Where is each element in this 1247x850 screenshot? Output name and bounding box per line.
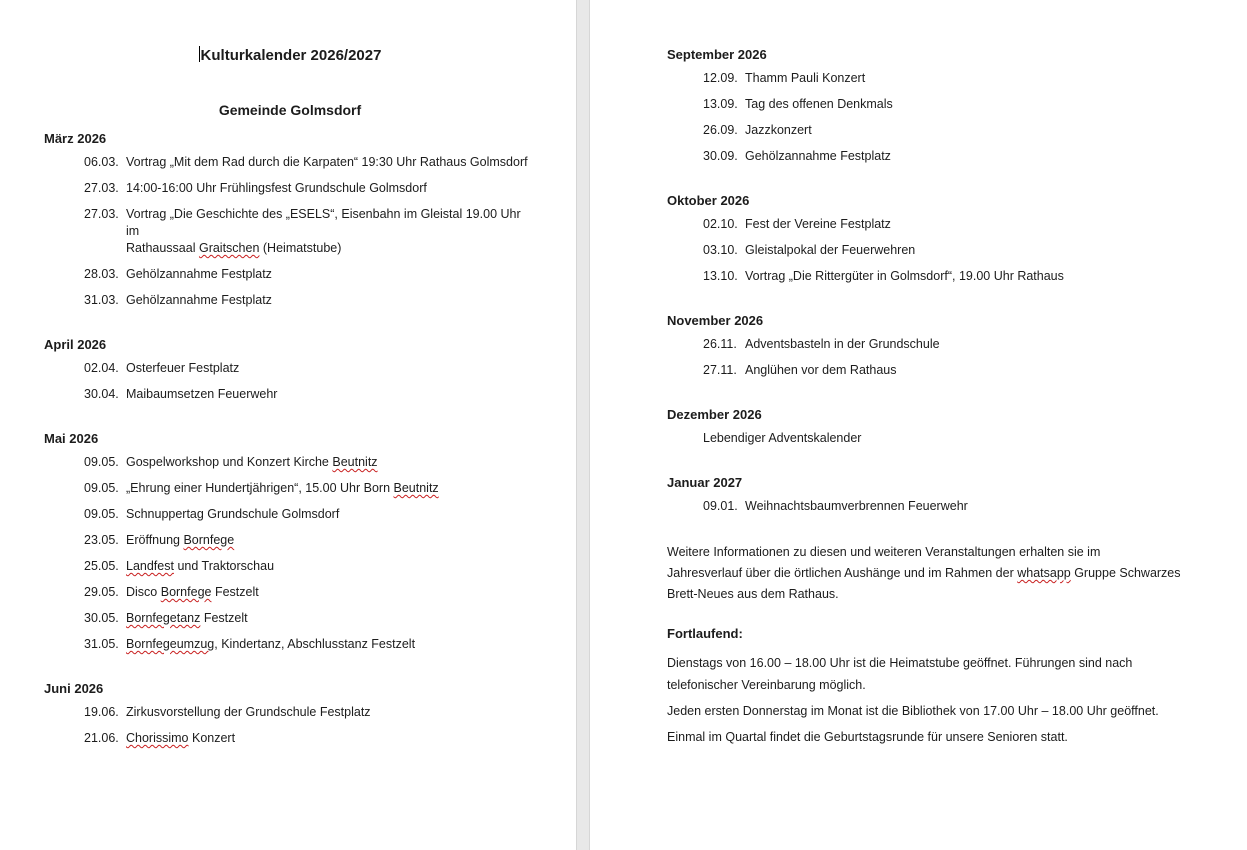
event-row[interactable] — [44, 532, 536, 549]
month-section — [44, 430, 536, 653]
event-text[interactable] — [745, 96, 1207, 113]
event-text[interactable] — [745, 336, 1207, 353]
text-segment[interactable]: Festzelt — [211, 585, 259, 599]
month-section — [667, 474, 1207, 515]
event-date[interactable]: 26.09. — [703, 123, 738, 137]
misspelled-word[interactable]: Bornfege — [160, 585, 212, 599]
event-text[interactable] — [126, 292, 536, 309]
event-row[interactable] — [44, 584, 536, 601]
event-date[interactable]: 25.05. — [84, 559, 119, 573]
event-list — [44, 154, 536, 309]
event-text[interactable] — [745, 216, 1207, 233]
fortlaufend-paragraphs — [667, 652, 1207, 748]
text-segment[interactable]: Gehölzannahme Festplatz — [745, 149, 891, 163]
event-text[interactable] — [745, 498, 1207, 515]
event-row[interactable] — [44, 266, 536, 283]
event-date[interactable]: 12.09. — [703, 71, 738, 85]
event-date[interactable]: 13.09. — [703, 97, 738, 111]
page-left[interactable] — [0, 0, 576, 850]
event-date[interactable]: 31.05. — [84, 637, 119, 651]
text-segment[interactable]: Weihnachtsbaumverbrennen Feuerwehr — [745, 499, 968, 513]
event-date[interactable]: 02.04. — [84, 361, 119, 375]
event-date[interactable]: 27.11. — [703, 363, 737, 377]
text-segment[interactable]: Eröffnung — [126, 533, 184, 547]
event-row[interactable] — [44, 386, 536, 403]
text-segment[interactable]: Disco — [126, 585, 161, 599]
document-subtitle[interactable]: Gemeinde Golmsdorf — [218, 102, 362, 118]
event-text[interactable] — [745, 122, 1207, 139]
text-segment[interactable]: Jeden ersten Donnerstag im Monat ist die Bibliothek von 17.00 Uhr – 18.00 Uhr geöffnet. — [667, 704, 1159, 718]
event-text[interactable] — [126, 360, 536, 377]
text-segment[interactable]: 14:00-16:00 Uhr Frühlingsfest Grundschule Golmsdorf — [126, 181, 427, 195]
event-date[interactable]: 27.03. — [84, 207, 119, 221]
text-segment[interactable]: Vortrag „Mit dem Rad durch die Karpaten“ 19:30 Uhr Rathaus Golmsdorf — [126, 155, 528, 169]
event-list — [667, 498, 1207, 515]
event-date[interactable]: 09.05. — [84, 481, 119, 495]
month-section — [667, 406, 1207, 447]
misspelled-word[interactable]: Beutnitz — [332, 455, 378, 469]
event-date[interactable]: 30.04. — [84, 387, 119, 401]
text-segment[interactable]: Tag des offenen Denkmals — [745, 97, 893, 111]
text-segment[interactable]: Brett-Neues aus dem Rathaus. — [667, 587, 839, 601]
event-date[interactable]: 28.03. — [84, 267, 119, 281]
event-row[interactable] — [667, 96, 1207, 113]
event-text[interactable] — [126, 206, 536, 257]
month-heading[interactable]: Mai 2026 — [44, 431, 99, 446]
month-heading[interactable]: Oktober 2026 — [667, 193, 750, 208]
event-date[interactable]: 09.05. — [84, 507, 119, 521]
text-segment[interactable]: (Heimatstube) — [259, 241, 342, 255]
event-text[interactable] — [126, 584, 536, 601]
event-text[interactable] — [126, 558, 536, 575]
left-page-content — [44, 130, 536, 747]
event-text[interactable] — [126, 704, 536, 721]
text-segment[interactable]: Jazzkonzert — [745, 123, 812, 137]
month-section — [44, 130, 536, 309]
text-segment[interactable]: Gospelworkshop und Konzert Kirche — [126, 455, 333, 469]
event-date[interactable]: 06.03. — [84, 155, 119, 169]
event-list — [667, 70, 1207, 165]
misspelled-word[interactable]: Graitschen — [198, 241, 260, 255]
event-date[interactable]: 30.05. — [84, 611, 119, 625]
misspelled-word[interactable]: Landfest — [126, 559, 174, 573]
event-list — [667, 430, 1207, 447]
event-row[interactable] — [44, 636, 536, 653]
event-list — [667, 336, 1207, 379]
event-text[interactable] — [745, 242, 1207, 259]
event-row[interactable] — [44, 480, 536, 497]
event-text[interactable] — [745, 268, 1207, 285]
event-list — [44, 704, 536, 747]
fortlaufend-paragraph[interactable] — [667, 726, 1207, 748]
misspelled-word[interactable]: Bornfegetanz — [126, 611, 201, 625]
event-text[interactable] — [126, 180, 536, 197]
event-row[interactable] — [44, 558, 536, 575]
event-text[interactable] — [126, 480, 536, 497]
event-row[interactable] — [44, 206, 536, 257]
misspelled-word[interactable]: Bornfege — [183, 533, 235, 547]
text-segment[interactable]: Anglühen vor dem Rathaus — [745, 363, 897, 377]
right-page-content — [667, 46, 1207, 515]
text-segment[interactable]: und Traktorschau — [173, 559, 275, 573]
event-row[interactable] — [667, 122, 1207, 139]
event-date[interactable]: 02.10. — [703, 217, 738, 231]
event-text[interactable] — [703, 430, 1207, 447]
event-row[interactable] — [667, 430, 1207, 447]
event-date[interactable]: 29.05. — [84, 585, 119, 599]
event-text[interactable] — [126, 730, 536, 747]
event-row[interactable] — [44, 730, 536, 747]
month-section — [667, 312, 1207, 379]
month-section — [44, 680, 536, 747]
text-segment[interactable]: Gruppe Schwarzes — [1070, 566, 1181, 580]
event-text[interactable] — [126, 532, 536, 549]
text-segment[interactable]: Rathaussaal — [126, 241, 199, 255]
text-segment[interactable]: Maibaumsetzen Feuerwehr — [126, 387, 278, 401]
fortlaufend-paragraph[interactable] — [667, 652, 1207, 696]
month-heading[interactable]: Januar 2027 — [667, 475, 743, 490]
event-date[interactable]: 21.06. — [84, 731, 119, 745]
misspelled-word[interactable]: Bornfegeumzug — [126, 637, 215, 651]
event-date[interactable]: 09.01. — [703, 499, 738, 513]
month-section — [667, 192, 1207, 285]
month-section — [44, 336, 536, 403]
event-row[interactable] — [44, 704, 536, 721]
month-heading[interactable]: März 2026 — [44, 131, 107, 146]
event-row[interactable] — [667, 70, 1207, 87]
text-segment[interactable]: Weitere Informationen zu diesen und weiteren Veranstaltungen erhalten sie im — [667, 545, 1101, 559]
event-row[interactable] — [667, 498, 1207, 515]
text-segment[interactable]: Lebendiger Adventskalender — [703, 431, 862, 445]
text-segment[interactable]: Einmal im Quartal findet die Geburtstagsrunde für unsere Senioren statt. — [667, 730, 1068, 744]
event-row[interactable] — [44, 180, 536, 197]
text-segment[interactable]: Osterfeuer Festplatz — [126, 361, 240, 375]
text-segment[interactable]: Festzelt — [200, 611, 248, 625]
text-segment[interactable]: Konzert — [188, 731, 236, 745]
text-segment[interactable]: Vortrag „Die Rittergüter in Golmsdorf“, 19.00 Uhr Rathaus — [745, 269, 1064, 283]
event-date[interactable]: 27.03. — [84, 181, 119, 195]
fortlaufend-heading[interactable]: Fortlaufend: — [667, 626, 743, 641]
event-text[interactable] — [745, 70, 1207, 87]
event-list — [44, 454, 536, 653]
event-list — [44, 360, 536, 403]
month-section — [667, 46, 1207, 165]
text-segment[interactable]: Gehölzannahme Festplatz — [126, 293, 272, 307]
event-text[interactable] — [126, 610, 536, 627]
event-date[interactable]: 23.05. — [84, 533, 119, 547]
event-date[interactable]: 31.03. — [84, 293, 119, 307]
text-segment[interactable]: Jahresverlauf über die örtlichen Aushänge und im Rahmen der — [667, 566, 1018, 580]
text-segment[interactable]: Fest der Vereine Festplatz — [745, 217, 891, 231]
month-heading[interactable]: Dezember 2026 — [667, 407, 762, 422]
event-row[interactable] — [44, 506, 536, 523]
event-text[interactable] — [126, 454, 536, 471]
event-date[interactable]: 26.11. — [703, 337, 737, 351]
month-heading[interactable]: September 2026 — [667, 47, 767, 62]
text-segment[interactable]: Zirkusvorstellung der Grundschule Festplatz — [126, 705, 371, 719]
month-heading[interactable]: November 2026 — [667, 313, 764, 328]
info-paragraph[interactable] — [667, 542, 1207, 605]
text-segment[interactable]: Adventsbasteln in der Grundschule — [745, 337, 940, 351]
page-gutter — [576, 0, 590, 850]
event-date[interactable]: 03.10. — [703, 243, 738, 257]
text-segment[interactable]: Thamm Pauli Konzert — [745, 71, 866, 85]
event-text[interactable] — [745, 148, 1207, 165]
event-row[interactable] — [667, 336, 1207, 353]
document-title-line[interactable] — [44, 46, 536, 65]
text-segment[interactable]: „Ehrung einer Hundertjährigen“, 15.00 Uhr Born — [126, 481, 394, 495]
event-text[interactable] — [126, 386, 536, 403]
event-text[interactable] — [126, 636, 536, 653]
event-row[interactable] — [667, 268, 1207, 285]
text-segment[interactable]: Gehölzannahme Festplatz — [126, 267, 272, 281]
text-cursor — [199, 46, 200, 62]
event-list — [667, 216, 1207, 285]
misspelled-word[interactable]: Beutnitz — [393, 481, 439, 495]
event-row[interactable] — [44, 454, 536, 471]
event-row[interactable] — [667, 148, 1207, 165]
fortlaufend-paragraph[interactable] — [667, 700, 1207, 722]
event-text[interactable] — [126, 154, 536, 171]
document-title[interactable]: Kulturkalender 2026/2027 — [200, 47, 382, 64]
page-right[interactable] — [590, 0, 1247, 850]
event-text[interactable] — [126, 266, 536, 283]
event-row[interactable] — [44, 360, 536, 377]
event-row[interactable] — [44, 610, 536, 627]
event-row[interactable] — [44, 292, 536, 309]
event-row[interactable] — [667, 242, 1207, 259]
text-segment[interactable]: Vortrag „Die Geschichte des „ESELS“, Eisenbahn im Gleistal 19.00 Uhr im — [126, 207, 521, 238]
event-date[interactable]: 30.09. — [703, 149, 738, 163]
event-date[interactable]: 19.06. — [84, 705, 119, 719]
text-segment[interactable]: telefonischer Vereinbarung möglich. — [667, 678, 866, 692]
misspelled-word[interactable]: whatsapp — [1017, 566, 1071, 580]
event-date[interactable]: 13.10. — [703, 269, 738, 283]
month-heading[interactable]: April 2026 — [44, 337, 107, 352]
text-segment[interactable]: Dienstags von 16.00 – 18.00 Uhr ist die Heimatstube geöffnet. Führungen sind nach — [667, 656, 1133, 670]
event-text[interactable] — [745, 362, 1207, 379]
text-segment[interactable]: , Kindertanz, Abschlusstanz Festzelt — [214, 637, 416, 651]
title-block — [44, 46, 536, 119]
text-segment[interactable]: Gleistalpokal der Feuerwehren — [745, 243, 916, 257]
event-date[interactable]: 09.05. — [84, 455, 119, 469]
event-row[interactable] — [44, 154, 536, 171]
misspelled-word[interactable]: Chorissimo — [126, 731, 189, 745]
event-row[interactable] — [667, 216, 1207, 233]
text-segment[interactable]: Schnuppertag Grundschule Golmsdorf — [126, 507, 340, 521]
event-row[interactable] — [667, 362, 1207, 379]
event-text[interactable] — [126, 506, 536, 523]
month-heading[interactable]: Juni 2026 — [44, 681, 104, 696]
